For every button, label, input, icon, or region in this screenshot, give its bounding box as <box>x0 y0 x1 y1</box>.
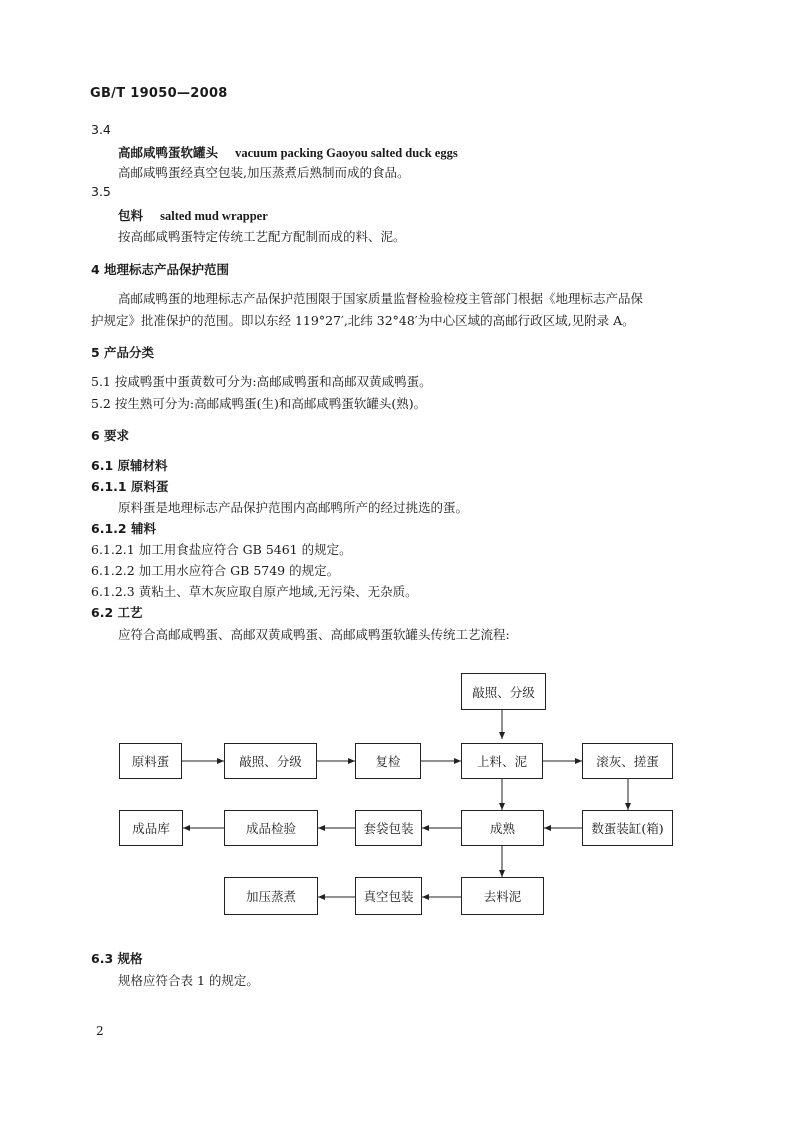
flow-box-coat <box>461 743 543 779</box>
flow-box-remove <box>461 877 544 915</box>
flow-box-inspect <box>224 810 318 846</box>
standard-number: GB/T 19050—2008 <box>90 86 228 101</box>
flow-box-roll <box>582 743 673 779</box>
flow-box-store <box>119 810 183 846</box>
section-3-4-definition: 高邮咸鸭蛋经真空包装,加压蒸煮后熟制而成的食品。 <box>118 165 410 180</box>
section-6-1-2: 6.1.2 辅料 <box>91 521 156 536</box>
flow-box-label: 敲照、分级 <box>239 754 302 769</box>
flow-box-label: 成品检验 <box>245 821 296 836</box>
flow-box-label: 加压蒸煮 <box>245 889 296 904</box>
flow-box-label: 敲照、分级 <box>472 684 535 700</box>
section-6-2: 6.2 工艺 <box>91 605 143 620</box>
flow-box-label: 成熟 <box>489 821 515 836</box>
flow-box-recheck <box>355 743 421 779</box>
section-4-title: 4 地理标志产品保护范围 <box>91 262 230 277</box>
section-6-1-1: 6.1.1 原料蛋 <box>91 479 169 494</box>
section-6-1-2-2: 6.1.2.2 加工用水应符合 GB 5749 的规定。 <box>91 563 340 578</box>
flow-box-raw-egg <box>119 743 182 779</box>
flow-box-label: 上料、泥 <box>476 754 527 769</box>
flow-box-label: 复检 <box>375 754 401 769</box>
section-6-1-2-3: 6.1.2.3 黄粘土、草木灰应取自原产地域,无污染、无杂质。 <box>91 584 418 599</box>
flow-box-label: 去料泥 <box>483 889 522 904</box>
term-cn: 高邮咸鸭蛋软罐头 <box>118 145 219 160</box>
section-5-2: 5.2 按生熟可分为:高邮咸鸭蛋(生)和高邮咸鸭蛋软罐头(熟)。 <box>91 396 427 411</box>
page-number: 2 <box>96 1024 104 1038</box>
section-5-title: 5 产品分类 <box>91 345 155 360</box>
section-6-1: 6.1 原辅材料 <box>91 458 168 473</box>
flow-box-bag <box>355 810 422 846</box>
flow-box-grade <box>224 743 317 779</box>
flow-box-vacuum <box>355 877 422 915</box>
flow-box-label: 真空包装 <box>363 889 414 904</box>
section-4-para-line2: 护规定》批准保护的范围。即以东经 119°27′,北纬 32°48′为中心区域的高邮行政区域,见附录 A。 <box>91 313 635 328</box>
section-6-1-2-1: 6.1.2.1 加工用食盐应符合 GB 5461 的规定。 <box>91 542 352 557</box>
section-6-1-1-text: 原料蛋是地理标志产品保护范围内高邮鸭所产的经过挑选的蛋。 <box>118 500 469 515</box>
flow-box-grade-top <box>461 673 546 710</box>
flow-box-label: 套袋包装 <box>363 821 414 836</box>
section-5-1: 5.1 按咸鸭蛋中蛋黄数可分为:高邮咸鸭蛋和高邮双黄咸鸭蛋。 <box>91 374 432 389</box>
section-4-para-line1: 高邮咸鸭蛋的地理标志产品保护范围限于国家质量监督检验检疫主管部门根据《地理标志产品保 <box>118 291 644 306</box>
term-en: vacuum packing Gaoyou salted duck eggs <box>235 146 458 160</box>
section-6-title: 6 要求 <box>91 428 130 443</box>
term-cn: 包料 <box>118 208 144 223</box>
flow-box-mature <box>461 810 544 846</box>
flow-box-label: 原料蛋 <box>131 754 170 769</box>
section-3-5-definition: 按高邮咸鸭蛋特定传统工艺配方配制而成的料、泥。 <box>118 229 406 244</box>
section-6-2-text: 应符合高邮咸鸭蛋、高邮双黄咸鸭蛋、高邮咸鸭蛋软罐头传统工艺流程: <box>118 627 510 642</box>
section-6-3: 6.3 规格 <box>91 951 143 966</box>
term-en: salted mud wrapper <box>160 209 268 223</box>
flow-box-count <box>582 810 673 846</box>
section-3-4-number: 3.4 <box>91 122 111 137</box>
flow-box-label: 数蛋装缸(箱) <box>591 821 664 836</box>
section-3-5-number: 3.5 <box>91 184 111 199</box>
flow-box-steam <box>224 877 318 915</box>
flow-box-label: 成品库 <box>132 821 170 836</box>
flow-box-label: 滚灰、搓蛋 <box>596 754 659 769</box>
section-6-3-text: 规格应符合表 1 的规定。 <box>118 973 259 988</box>
